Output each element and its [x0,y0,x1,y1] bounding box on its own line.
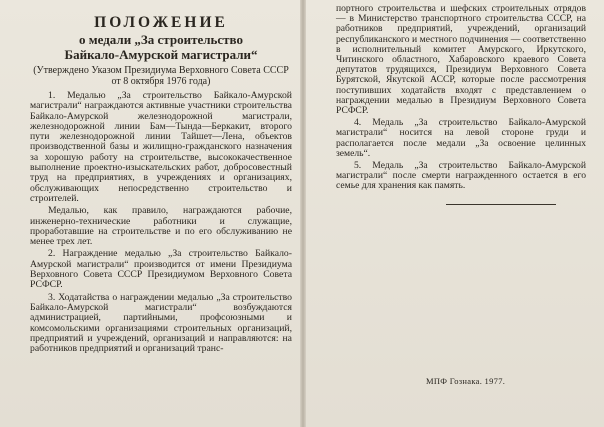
right-page [306,0,604,427]
printer-imprint: МПФ Гознака. 1977. [426,376,506,386]
decree-note: (Утверждено Указом Президиума Верховного Совета СССР от 8 октября 1976 года) [33,65,289,87]
paragraph-2: 2. Награждение медалью „За строительство Байкало-Амурской магистрали“ производится от имени Президиума Верховного Совета СССР Президиумом Верховного Совета РСФСР. [30,248,292,291]
medal-name-line-1: о медали „За строительство [79,32,243,47]
paragraph-3: 3. Ходатайства о награждении медалью „За строительство Байкало-Амурской магистрали“ возбуждаются администрацией, партийными, профсоюзными и комсомольскими организациями строительных организаций, предприятий и учреждений, организаций и направляются: на работников предприятий и организаций транс- [30,291,292,355]
paragraph-3-continuation: портного строительства и шефских строительных отрядов — в Министерство транспортного строительства СССР, на работников предприятий, учреждений, организаций республиканского и местного подчинения — соответственно в исполнительный комитет Амурского, Иркутского, Читинского областного, Хабаровского краевого Совета депутатов трудящихся, Президиум Верховного Совета Бурятской, Якутской АССР, которые после рассмотрения поступивших ходатайств входят с представлением о награждении медалью в Президиум Верховного Совета РСФСР. [336,3,586,117]
document-title: ПОЛОЖЕНИЕ [94,14,228,31]
paragraph-1: 1. Медалью „За строительство Байкало-Амурской магистрали“ награждаются активные участники строительства Байкало-Амурской железнодорожной магистрали, железнодорожной линии Бам—Тында—Беркакит, второго пути железнодорожной линии Тайшет—Лена, объектов производственной базы и жилищно-гражданского назначения за хорошую работу на строительстве, высококачественное выполнение проектно-изыскательских работ, добросовестный труд на предприятиях, в учреждениях и организациях, обслуживающих непосредственно строительство и строителей. [30,90,292,204]
paragraph-1-note: Медалью, как правило, награждаются рабочие, инженерно-технические работники и служащие, проработавшие на строительстве и по его обслуживанию не менее трех лет. [30,205,292,248]
paragraph-4: 4. Медаль „За строительство Байкало-Амурской магистрали“ носится на левой стороне груди и располагается после медали „За освоение целинных земель“. [336,117,586,159]
paragraph-5: 5. Медаль „За строительство Байкало-Амурской магистрали“ после смерти награжденного остается в его семье для хранения как память. [336,160,586,192]
left-page [0,0,300,427]
medal-name-line-2: Байкало-Амурской магистрали“ [64,47,258,62]
closing-divider [446,204,556,205]
